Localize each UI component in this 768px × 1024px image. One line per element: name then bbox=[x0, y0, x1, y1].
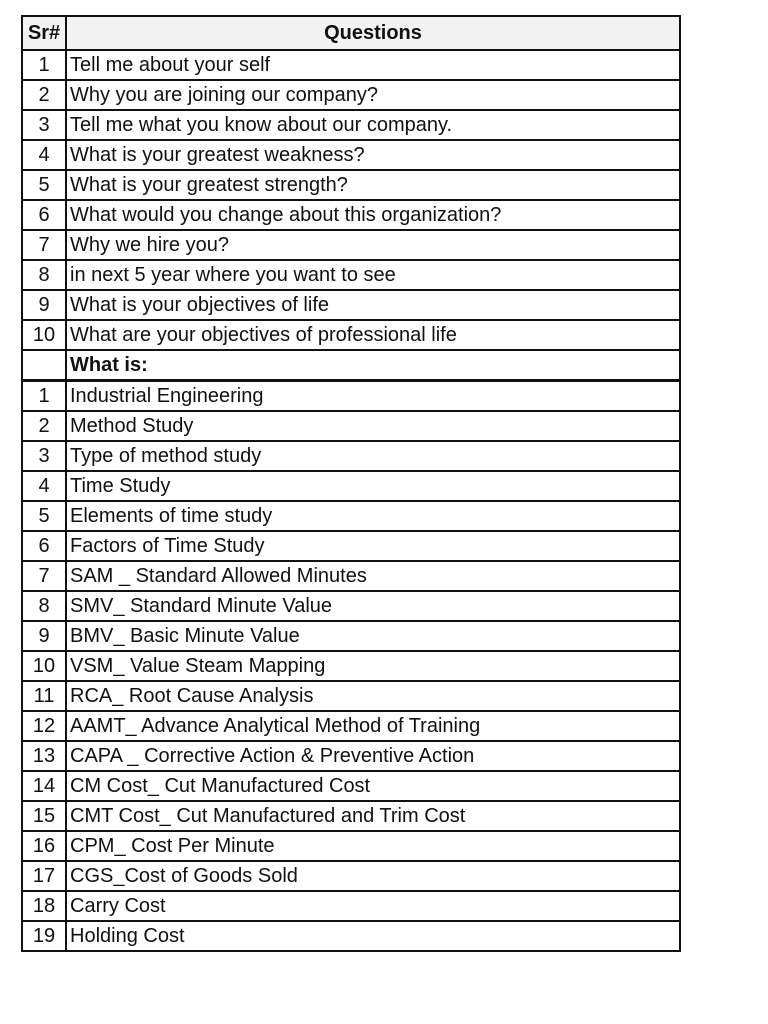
question-text: Why you are joining our company? bbox=[66, 80, 680, 110]
row-number: 2 bbox=[22, 411, 66, 441]
row-number: 8 bbox=[22, 260, 66, 290]
row-number: 3 bbox=[22, 110, 66, 140]
table-row bbox=[22, 711, 680, 741]
question-text: in next 5 year where you want to see bbox=[66, 260, 680, 290]
table-row bbox=[22, 861, 680, 891]
question-text: CM Cost_ Cut Manufactured Cost bbox=[66, 771, 680, 801]
question-text: Industrial Engineering bbox=[66, 381, 680, 412]
row-number: 5 bbox=[22, 501, 66, 531]
table-row bbox=[22, 801, 680, 831]
row-number: 6 bbox=[22, 200, 66, 230]
row-number: 18 bbox=[22, 891, 66, 921]
row-number: 13 bbox=[22, 741, 66, 771]
header-row bbox=[22, 16, 680, 50]
row-number: 15 bbox=[22, 801, 66, 831]
question-text: Carry Cost bbox=[66, 891, 680, 921]
table-row bbox=[22, 170, 680, 200]
question-text: What is your greatest weakness? bbox=[66, 140, 680, 170]
question-text: CGS_Cost of Goods Sold bbox=[66, 861, 680, 891]
question-text: What would you change about this organization? bbox=[66, 200, 680, 230]
table-row bbox=[22, 80, 680, 110]
row-number: 6 bbox=[22, 531, 66, 561]
row-number: 8 bbox=[22, 591, 66, 621]
question-text: Method Study bbox=[66, 411, 680, 441]
row-number: 12 bbox=[22, 711, 66, 741]
question-text: Tell me about your self bbox=[66, 50, 680, 80]
question-text: SAM _ Standard Allowed Minutes bbox=[66, 561, 680, 591]
row-number: 1 bbox=[22, 50, 66, 80]
table-row bbox=[22, 771, 680, 801]
header-questions: Questions bbox=[66, 16, 680, 50]
table-row bbox=[22, 290, 680, 320]
row-number: 16 bbox=[22, 831, 66, 861]
row-number: 3 bbox=[22, 441, 66, 471]
table-row bbox=[22, 651, 680, 681]
row-number: 7 bbox=[22, 230, 66, 260]
table-row bbox=[22, 621, 680, 651]
row-number: 19 bbox=[22, 921, 66, 951]
general-questions bbox=[22, 50, 680, 951]
table-row bbox=[22, 200, 680, 230]
question-text: What is your greatest strength? bbox=[66, 170, 680, 200]
table-row bbox=[22, 320, 680, 350]
section-header-row bbox=[22, 350, 680, 381]
row-number: 4 bbox=[22, 471, 66, 501]
table-row bbox=[22, 140, 680, 170]
question-text: Holding Cost bbox=[66, 921, 680, 951]
table-row bbox=[22, 471, 680, 501]
row-number: 2 bbox=[22, 80, 66, 110]
question-text: Tell me what you know about our company. bbox=[66, 110, 680, 140]
question-text: CMT Cost_ Cut Manufactured and Trim Cost bbox=[66, 801, 680, 831]
table-row bbox=[22, 260, 680, 290]
question-text: What is your objectives of life bbox=[66, 290, 680, 320]
table-row bbox=[22, 741, 680, 771]
row-number: 5 bbox=[22, 170, 66, 200]
question-text: SMV_ Standard Minute Value bbox=[66, 591, 680, 621]
table-row bbox=[22, 501, 680, 531]
section-number-cell bbox=[22, 350, 66, 381]
question-text: RCA_ Root Cause Analysis bbox=[66, 681, 680, 711]
section-label: What is: bbox=[66, 350, 680, 381]
table-row bbox=[22, 230, 680, 260]
question-text: Factors of Time Study bbox=[66, 531, 680, 561]
table-row bbox=[22, 831, 680, 861]
row-number: 10 bbox=[22, 320, 66, 350]
question-text: AAMT_ Advance Analytical Method of Training bbox=[66, 711, 680, 741]
table-row bbox=[22, 411, 680, 441]
questions-table bbox=[21, 15, 681, 952]
table-row bbox=[22, 531, 680, 561]
table-row bbox=[22, 591, 680, 621]
table-row bbox=[22, 50, 680, 80]
table-row bbox=[22, 681, 680, 711]
table-row bbox=[22, 921, 680, 951]
question-text: CAPA _ Corrective Action & Preventive Action bbox=[66, 741, 680, 771]
row-number: 9 bbox=[22, 290, 66, 320]
table-row bbox=[22, 891, 680, 921]
question-text: Time Study bbox=[66, 471, 680, 501]
table-row bbox=[22, 110, 680, 140]
table-row bbox=[22, 381, 680, 412]
question-text: Elements of time study bbox=[66, 501, 680, 531]
row-number: 14 bbox=[22, 771, 66, 801]
question-text: Type of method study bbox=[66, 441, 680, 471]
question-text: What are your objectives of professional life bbox=[66, 320, 680, 350]
question-text: Why we hire you? bbox=[66, 230, 680, 260]
header-serial-number: Sr# bbox=[22, 16, 66, 50]
row-number: 11 bbox=[22, 681, 66, 711]
row-number: 1 bbox=[22, 381, 66, 412]
row-number: 9 bbox=[22, 621, 66, 651]
table-row bbox=[22, 561, 680, 591]
row-number: 4 bbox=[22, 140, 66, 170]
row-number: 10 bbox=[22, 651, 66, 681]
table-row bbox=[22, 441, 680, 471]
row-number: 7 bbox=[22, 561, 66, 591]
row-number: 17 bbox=[22, 861, 66, 891]
question-text: VSM_ Value Steam Mapping bbox=[66, 651, 680, 681]
question-sheet bbox=[21, 15, 679, 952]
question-text: BMV_ Basic Minute Value bbox=[66, 621, 680, 651]
question-text: CPM_ Cost Per Minute bbox=[66, 831, 680, 861]
